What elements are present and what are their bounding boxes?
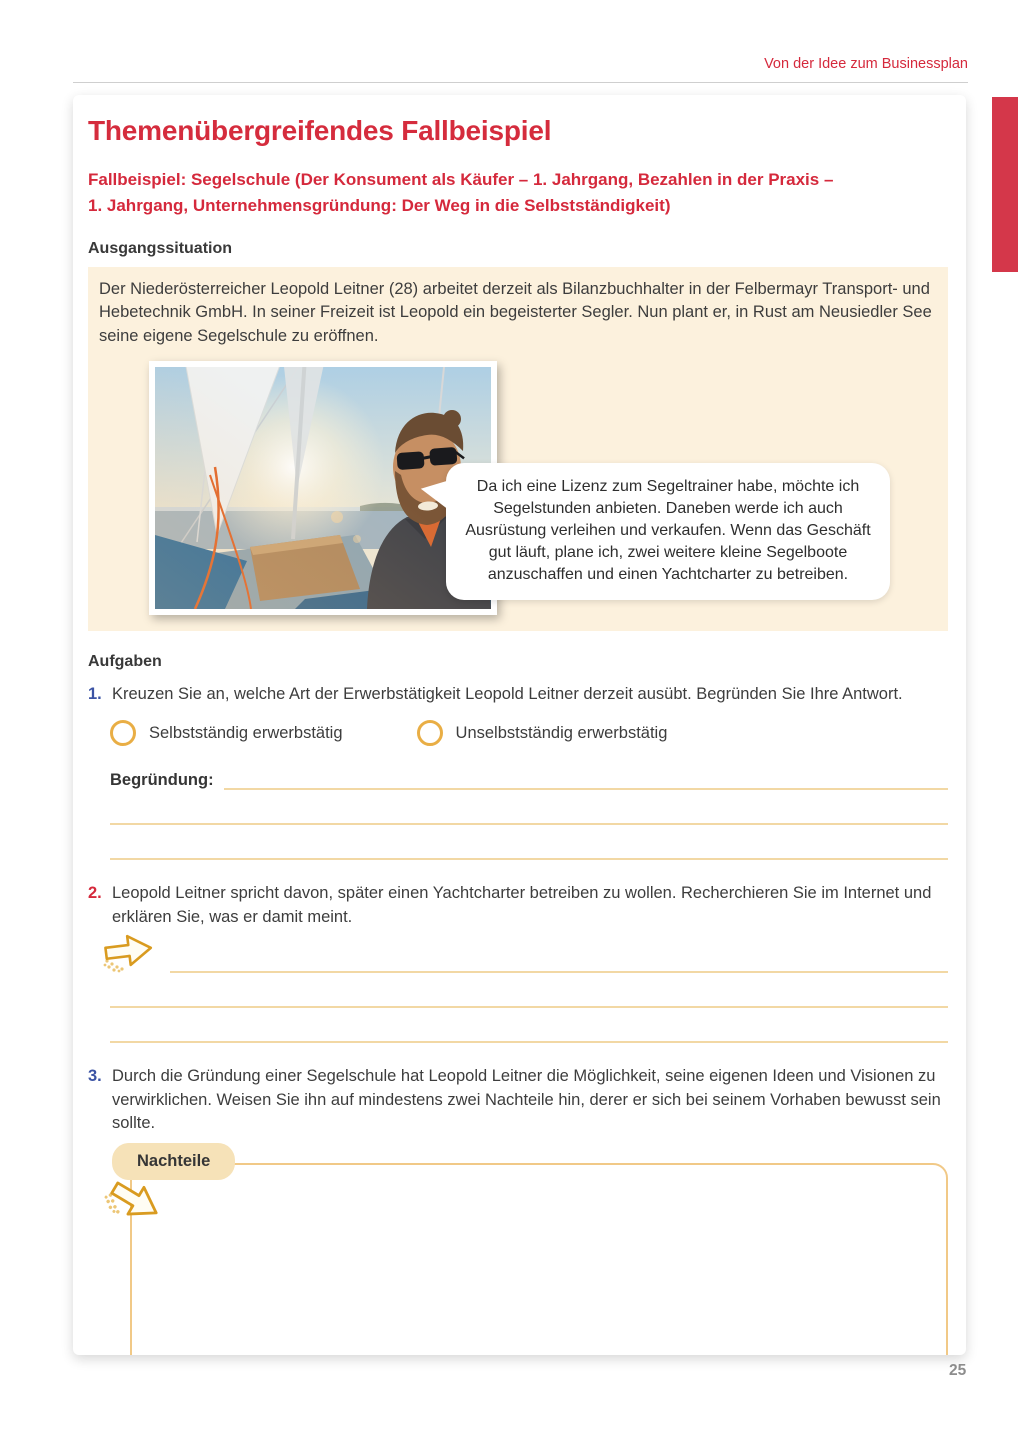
nachteile-box[interactable]: [130, 1163, 948, 1355]
task-1-text: Kreuzen Sie an, welche Art der Erwerbstätigkeit Leopold Leitner derzeit ausübt. Begründen Sie Ihre Antwort.: [112, 684, 903, 703]
nachteile-tab: Nachteile: [112, 1143, 235, 1180]
chapter-tab-marker: [992, 97, 1018, 272]
arrow-right-icon: [102, 931, 156, 973]
answer-line[interactable]: [110, 1008, 948, 1043]
section-heading-ausgangssituation: Ausgangssituation: [88, 239, 233, 257]
speech-bubble-tail: [420, 479, 456, 518]
case-study-subtitle: [88, 167, 948, 219]
begruendung-label: Begründung:: [110, 771, 214, 790]
task-2-text: Leopold Leitner spricht davon, später einen Yachtcharter betreiben zu wollen. Recherchieren Sie im Internet und erklären Sie, was er damit meint.: [112, 884, 932, 926]
option-selbststaendig[interactable]: [110, 720, 343, 746]
answer-line[interactable]: [110, 973, 948, 1008]
subtitle-line-1: Fallbeispiel: Segelschule (Der Konsument als Käufer – 1. Jahrgang, Bezahlen in der Praxis –: [88, 170, 834, 189]
answer-line[interactable]: [170, 943, 948, 973]
speech-bubble: [446, 463, 890, 600]
intro-box: [88, 267, 948, 631]
task-1: [88, 683, 948, 706]
task-2-number: 2.: [88, 884, 102, 903]
answer-line[interactable]: [110, 790, 948, 825]
task-1-number: 1.: [88, 684, 102, 703]
header-divider: [73, 82, 968, 83]
option-unselbststaendig-label: Unselbstständig erwerbstätig: [455, 723, 668, 742]
subtitle-line-2: 1. Jahrgang, Unternehmensgründung: Der Weg in die Selbstständigkeit): [88, 195, 671, 215]
task-3: [88, 1065, 948, 1135]
answer-line[interactable]: [110, 825, 948, 860]
task-1-answer-area: [110, 768, 948, 860]
section-heading-aufgaben: Aufgaben: [88, 652, 162, 670]
page-number: 25: [949, 1362, 967, 1379]
page-title: Themenübergreifendes Fallbeispiel: [88, 115, 552, 146]
task-2-answer-area: [102, 931, 948, 973]
radio-unselbststaendig[interactable]: [417, 720, 443, 746]
speech-bubble-text: Da ich eine Lizenz zum Segeltrainer habe, möchte ich Segelstunden anbieten. Daneben werde ich auch Ausrüstung verleihen und verkaufen. Wenn das Geschäft gut läuft, plane ich, zwei weitere kleine Segelboote anzuschaffen und einen Yachtcharter zu betreiben.: [465, 477, 871, 583]
task-3-number: 3.: [88, 1067, 102, 1086]
option-selbststaendig-label: Selbstständig erwerbstätig: [149, 723, 343, 742]
radio-selbststaendig[interactable]: [110, 720, 136, 746]
task-3-answer-area: [110, 1143, 948, 1355]
breadcrumb: Von der Idee zum Businessplan: [764, 56, 968, 72]
intro-paragraph: Der Niederösterreicher Leopold Leitner (28) arbeitet derzeit als Bilanzbuchhalter in der Felbermayr Transport- und Hebetechnik GmbH. In seiner Freizeit ist Leopold ein begeisterter Segler. Nun plant er, in Rust am Neusiedler See seine eigene Segelschule zu eröffnen.: [99, 279, 932, 345]
task-3-text: Durch die Gründung einer Segelschule hat Leopold Leitner die Möglichkeit, seine eigenen Ideen und Visionen zu verwirklichen. Weisen Sie ihn auf mindestens zwei Nachteile hin, derer er sich bei seinem Vorhaben bewusst sein sollte.: [112, 1067, 941, 1133]
task-2: [88, 882, 948, 929]
option-unselbststaendig[interactable]: [417, 720, 668, 746]
task-1-options: [110, 720, 948, 746]
worksheet-card: [73, 95, 966, 1355]
answer-line[interactable]: [224, 768, 948, 790]
